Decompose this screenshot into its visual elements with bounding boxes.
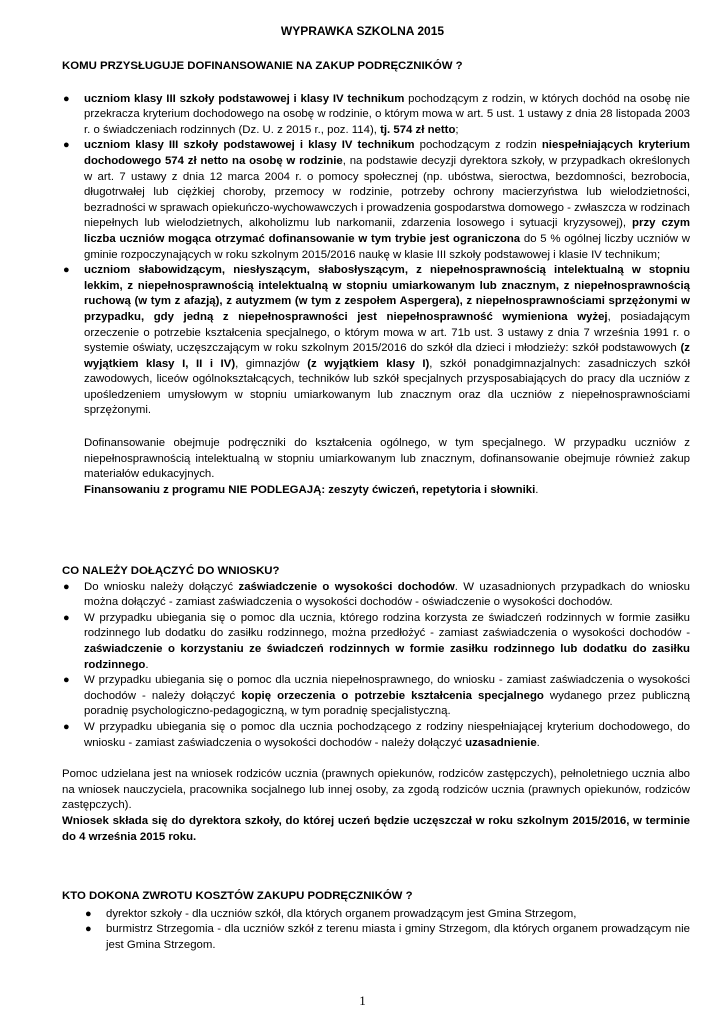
attachments-list [62,580,690,752]
section-heading-attachments: CO NALEŻY DOŁĄCZYĆ DO WNIOSKU? [62,565,280,577]
text: do 5 % ogólnej liczby uczniów w gminie rozpoczynających w roku szkolnym 2015/2016 naukę w klasie III szkoły podstawowej i klasie IV technikum; [84,232,690,261]
bold-text: uzasadnienie [465,736,537,749]
bold-text: (z wyjątkiem klasy I, II i IV) [84,342,690,370]
paragraph: Dofinansowanie obejmuje podręczniki do kształcenia ogólnego, w tym specjalnego. W przypadku uczniów z niepełnosprawnością intelektualną w stopniu umiarkowanym lub znacznym, dofinansowanie obejmuje również zakup materiałów edukacyjnych. [84,437,690,481]
list-item [62,138,690,263]
paragraph-exclusions [84,483,690,499]
page-number: 1 [359,993,366,1008]
text: , posiadającym orzeczenie o potrzebie kształcenia specjalnego, o którym mowa w art. 71b ust. 3 ustawy z dnia 7 września 1991 r. o systemie oświaty, uczęszczającym w roku szkolnym 2015/2016 do szkół dla dzieci i młodzieży: szkół podstawowych [84,310,690,355]
scope-paragraph [62,436,690,498]
section-heading-eligibility: KOMU PRZYSŁUGUJE DOFINANSOWANIE NA ZAKUP PODRĘCZNIKÓW ? [62,60,463,72]
bullet-icon: ● [63,139,70,152]
list-item [62,611,690,673]
list-item [62,263,690,419]
bold-text: uczniom słabowidzącym, niesłyszącym, słabosłyszącym, z niepełnosprawnością intelektualną w stopniu lekkim, z niepełnosprawnością intelektualną w stopniu umiarkowanym lub znacznym, z niepełnosprawnością ruchową (w tym z afazją), z autyzmem (w tym z zespołem Aspergera), z niepełnosprawnościami sprzężonymi w przypadku, gdy jedną z niepełnosprawności jest niepełnosprawność wymieniona wyżej [84,264,690,323]
bullet-icon: ● [63,611,70,624]
bold-text: uczniom klasy III szkoły podstawowej i klasy IV technikum [84,139,415,152]
text: W przypadku ubiegania się o pomoc dla ucznia pochodzącego z rodziny niespełniającej kryterium dochodowego, do wniosku - zamiast zaświadczenia o wysokości dochodów - należy dołączyć [84,720,690,749]
text: W przypadku ubiegania się o pomoc dla ucznia niepełnosprawnego, do wniosku - zamiast zaświadczenia o wysokości dochodów - należy dołączyć [84,674,690,702]
bold-text: tj. 574 zł netto [380,123,456,136]
bullet-icon: ● [63,92,70,105]
list-item [62,720,690,751]
reimbursement-list [62,907,690,954]
bullet-icon: ● [63,674,70,687]
bold-text: przy czym liczba uczniów mogąca otrzymać dofinansowanie w tym trybie jest ograniczona [84,217,690,245]
bullet-icon: ● [85,907,92,920]
eligibility-list [62,92,690,419]
list-item [62,92,690,139]
text: pochodzącym z rodzin [414,139,542,152]
list-item [84,907,690,923]
text: , na podstawie decyzji dyrektora szkoły, w przypadkach określonych w art. 7 ustawy z dnia 12 marca 2004 r. o pomocy społecznej (np. ubóstwa, sieroctwa, bezdomności, bezrobocia, długotrwałej lub ciężkiej choroby, przemocy w rodzinie, potrzeby ochrony macierzyństwa lub wielodzietności, bezradności w sprawach opiekuńczo-wychowawczych i prowadzenia gospodarstwa domowego - zwłaszcza w rodzinach niepełnych lub wielodzietnych, alkoholizmu lub narkomanii, zdarzenia losowego i sytuacji kryzysowej), [84,154,690,230]
text: W przypadku ubiegania się o pomoc dla ucznia, którego rodzina korzysta ze świadczeń rodzinnych w formie zasiłku rodzinnego lub dodatku do zasiłku rodzinnego, można przedłożyć - zamiast zaświadczenia o wysokości dochodów - [84,611,690,640]
text: Do wniosku należy dołączyć [84,580,239,593]
bold-text: kopię orzeczenia o potrzebie kształcenia specjalnego [241,689,544,702]
bold-text: zaświadczenie o korzystaniu ze świadczeń rodzinnych w formie zasiłku rodzinnego lub dodatku do zasiłku rodzinnego [84,642,690,671]
text: . [535,483,539,496]
text: burmistrz Strzegomia - dla uczniów szkół z terenu miasta i gminy Strzegom, dla których organem prowadzącym nie jest Gmina Strzegom. [106,923,690,951]
bold-text: zaświadczenie o wysokości dochodów [238,580,455,593]
section-eligibility [62,59,690,498]
text: , gimnazjów [235,357,308,370]
text: , szkół ponadgimnazjalnych: zasadniczych szkół zawodowych, liceów ogólnokształcących, techników lub szkół specjalnych przysposabiających do pracy dla uczniów z upośledzeniem umysłowym w stopniu umiarkowanym lub znacznym oraz dla uczniów z niepełnosprawnościami sprzężonymi. [84,357,690,417]
bold-text: uczniom klasy III szkoły podstawowej i klasy IV technikum [84,92,405,105]
list-item [62,580,690,611]
bold-text: niespełniających kryterium dochodowego 574 zł netto na osobę w rodzinie [84,139,690,167]
text: . [536,736,540,749]
bullet-icon: ● [63,580,70,593]
bold-text: Finansowaniu z programu NIE PODLEGAJĄ: zeszyty ćwiczeń, repetytoria i słowniki [84,483,536,496]
document-title: WYPRAWKA SZKOLNA 2015 [280,24,445,38]
section-reimbursement [62,889,690,953]
text: pochodzącym z rodzin, w których dochód na osobę nie przekracza kryterium dochodowego na osobę w rodzinie, o którym mowa w art. 5 ust. 1 ustawy z dnia 28 listopada 2003 r. o świadczeniach rodzinnych (Dz. U. z 2015 r., poz. 114), [84,92,690,136]
paragraph-applicants: Pomoc udzielana jest na wniosek rodziców ucznia (prawnych opiekunów, rodziców zastępczych), pełnoletniego ucznia albo na wniosek nauczyciela, pracownika socjalnego lub innej osoby, za zgodą rodziców ucznia (prawnych opiekunów, rodziców zastępczych). [62,768,690,812]
section-attachments [62,564,690,845]
section-heading-reimbursement: KTO DOKONA ZWROTU KOSZTÓW ZAKUPU PODRĘCZNIKÓW ? [62,890,413,902]
text: ; [455,123,459,136]
list-item [84,922,690,953]
bullet-icon: ● [63,264,70,277]
text: . W uzasadnionych przypadkach do wniosku można dołączyć - zamiast zaświadczenia o wysokości dochodów - oświadczenie o wysokości dochodów. [84,580,691,609]
paragraph-deadline: Wniosek składa się do dyrektora szkoły, do której uczeń będzie uczęszczał w roku szkolnym 2015/2016, w terminie do 4 września 2015 roku. [62,814,690,843]
bullet-icon: ● [85,923,92,936]
bold-text: (z wyjątkiem klasy I) [307,357,430,370]
list-item [62,673,690,720]
text: dyrektor szkoły - dla uczniów szkół, dla których organem prowadzącym jest Gmina Strzegom, [106,907,577,920]
text: . [145,658,149,671]
bullet-icon: ● [63,720,70,733]
text: wydanego przez publiczną poradnię psychologiczno-pedagogiczną, w tym poradnię specjalistyczną. [84,689,690,718]
